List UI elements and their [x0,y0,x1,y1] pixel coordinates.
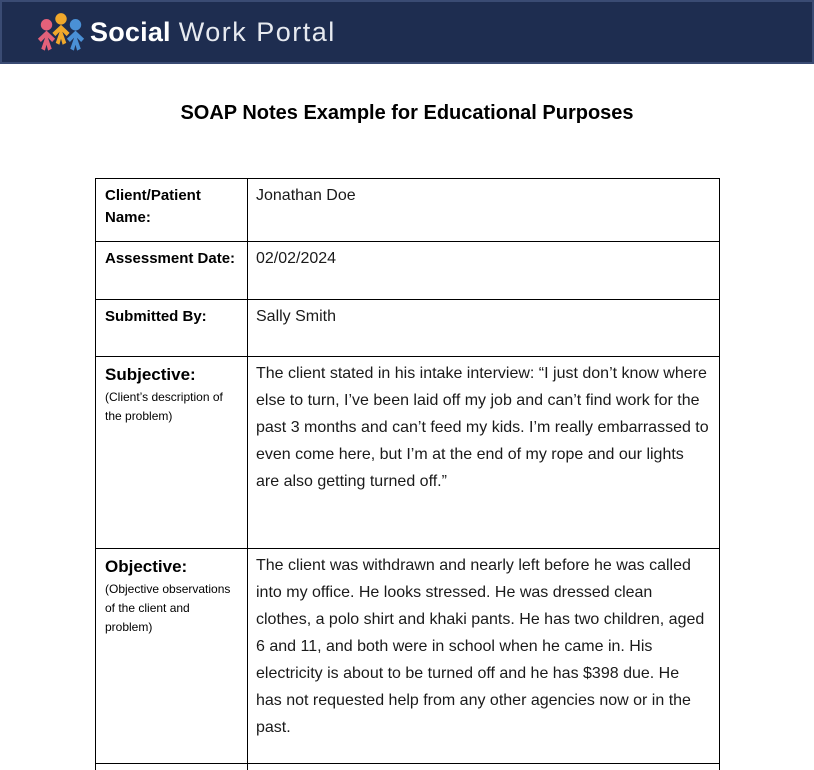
brand-home-link[interactable] [32,11,336,53]
field-label: Submitted By: [105,308,207,325]
brand-text-bold: Social [90,17,171,47]
row-label-cell [96,179,248,241]
app-header [0,0,814,64]
brand-text [90,11,336,53]
row-value-cell [248,549,719,763]
field-value: 02/02/2024 [256,250,337,267]
row-label-cell [96,549,248,763]
table-row-subjective [96,356,719,548]
row-value-cell [248,357,719,548]
table-row-next-partial [96,763,719,770]
table-row-submitted-by [96,299,719,356]
field-label: Subjective: [105,365,196,384]
field-value: Jonathan Doe [256,187,356,204]
field-value: The client was withdrawn and nearly left before he was called into my office. He looks stressed. He was dressed clean clothes, a polo shirt and khaki pants. He has two children, aged 6 and 11, and both were in school when he came in. His electricity is about to be turned off and he has $398 due. He has not requested help from any other agencies now or in the past. [256,557,705,736]
table-row-objective [96,548,719,763]
row-value-cell [248,242,719,299]
page-title: SOAP Notes Example for Educational Purposes [180,102,634,124]
field-sublabel: (Client’s description of the problem) [105,390,223,423]
row-label-cell [96,300,248,356]
table-row-client-name [96,179,719,241]
row-value-cell [248,179,719,241]
people-logo-icon [32,11,90,53]
brand-text-light: Work Portal [178,17,336,47]
row-label-cell [96,242,248,299]
table-row-assessment-date [96,241,719,299]
soap-notes-table [95,178,720,770]
field-value: The client stated in his intake interview: “I just don’t know where else to turn, I’ve been laid off my job and can’t find work for the past 3 months and can’t feed my kids. I’m really embarrassed to even come here, but I’m at the end of my rope and our lights are also getting turned off.” [256,365,709,490]
row-value-cell [248,764,719,770]
field-value: Sally Smith [256,308,337,325]
row-label-cell [96,357,248,548]
field-label: Objective: [105,557,188,576]
field-sublabel: (Objective observations of the client and problem) [105,582,231,634]
field-label: Client/Patient Name: [105,187,201,226]
field-label: Assessment Date: [105,250,236,267]
row-value-cell [248,300,719,356]
row-label-cell [96,764,248,770]
